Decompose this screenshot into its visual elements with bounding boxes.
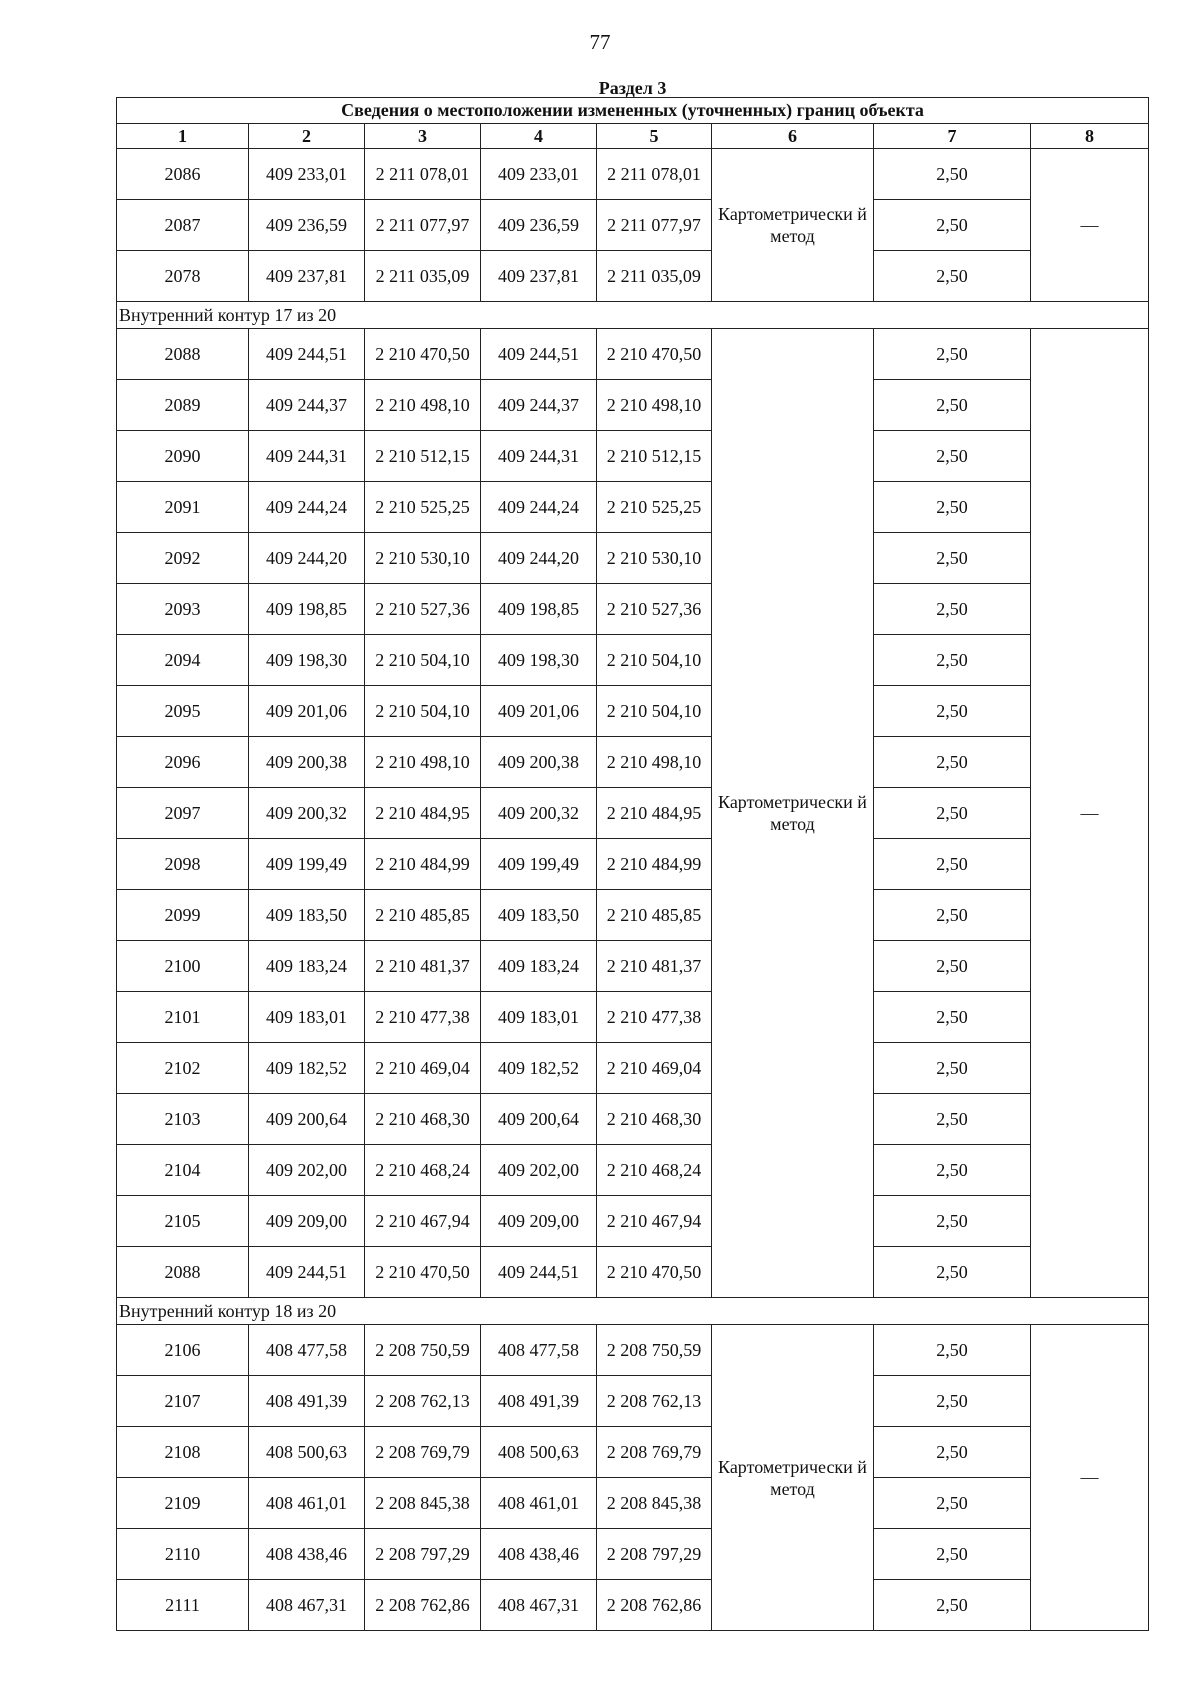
x-coord-cell: 409 200,32 xyxy=(249,788,365,839)
point-number-cell: 2089 xyxy=(117,380,249,431)
x-coord-cell: 409 236,59 xyxy=(249,200,365,251)
precision-cell: 2,50 xyxy=(874,788,1031,839)
precision-cell: 2,50 xyxy=(874,1247,1031,1298)
x-coord-new-cell: 409 209,00 xyxy=(481,1196,597,1247)
y-coord-cell: 2 211 077,97 xyxy=(365,200,481,251)
table-row xyxy=(117,1427,1149,1478)
point-number-cell: 2094 xyxy=(117,635,249,686)
table-row xyxy=(117,1376,1149,1427)
table-row xyxy=(117,482,1149,533)
x-coord-new-cell: 409 201,06 xyxy=(481,686,597,737)
precision-cell: 2,50 xyxy=(874,1145,1031,1196)
x-coord-cell: 408 438,46 xyxy=(249,1529,365,1580)
precision-cell: 2,50 xyxy=(874,1427,1031,1478)
x-coord-cell: 409 199,49 xyxy=(249,839,365,890)
y-coord-cell: 2 210 498,10 xyxy=(365,380,481,431)
precision-cell: 2,50 xyxy=(874,1580,1031,1631)
table-row xyxy=(117,992,1149,1043)
x-coord-new-cell: 409 198,30 xyxy=(481,635,597,686)
x-coord-new-cell: 408 438,46 xyxy=(481,1529,597,1580)
x-coord-new-cell: 409 182,52 xyxy=(481,1043,597,1094)
method-cell: Картометрически й метод xyxy=(712,149,874,302)
x-coord-cell: 409 198,85 xyxy=(249,584,365,635)
point-number-cell: 2093 xyxy=(117,584,249,635)
point-number-cell: 2091 xyxy=(117,482,249,533)
table-row xyxy=(117,1196,1149,1247)
y-coord-cell: 2 208 750,59 xyxy=(365,1325,481,1376)
y-coord-new-cell: 2 211 078,01 xyxy=(597,149,712,200)
y-coord-new-cell: 2 210 530,10 xyxy=(597,533,712,584)
x-coord-cell: 409 183,50 xyxy=(249,890,365,941)
point-number-cell: 2096 xyxy=(117,737,249,788)
y-coord-cell: 2 208 762,13 xyxy=(365,1376,481,1427)
contour-label: Внутренний контур 17 из 20 xyxy=(117,302,1149,329)
column-header: 6 xyxy=(712,124,874,149)
column-8-cell: — xyxy=(1031,329,1149,1298)
y-coord-new-cell: 2 208 797,29 xyxy=(597,1529,712,1580)
y-coord-cell: 2 210 470,50 xyxy=(365,1247,481,1298)
x-coord-new-cell: 409 198,85 xyxy=(481,584,597,635)
column-header: 2 xyxy=(249,124,365,149)
point-number-cell: 2106 xyxy=(117,1325,249,1376)
y-coord-new-cell: 2 210 504,10 xyxy=(597,635,712,686)
x-coord-new-cell: 408 500,63 xyxy=(481,1427,597,1478)
y-coord-new-cell: 2 210 512,15 xyxy=(597,431,712,482)
x-coord-cell: 408 461,01 xyxy=(249,1478,365,1529)
table-row xyxy=(117,431,1149,482)
x-coord-cell: 409 233,01 xyxy=(249,149,365,200)
table-row xyxy=(117,251,1149,302)
x-coord-cell: 408 477,58 xyxy=(249,1325,365,1376)
precision-cell: 2,50 xyxy=(874,890,1031,941)
x-coord-cell: 409 183,01 xyxy=(249,992,365,1043)
x-coord-new-cell: 409 183,24 xyxy=(481,941,597,992)
precision-cell: 2,50 xyxy=(874,251,1031,302)
y-coord-new-cell: 2 211 077,97 xyxy=(597,200,712,251)
point-number-cell: 2098 xyxy=(117,839,249,890)
x-coord-cell: 409 209,00 xyxy=(249,1196,365,1247)
y-coord-cell: 2 210 467,94 xyxy=(365,1196,481,1247)
contour-label-row xyxy=(117,302,1149,329)
point-number-cell: 2095 xyxy=(117,686,249,737)
x-coord-cell: 409 244,37 xyxy=(249,380,365,431)
column-header: 5 xyxy=(597,124,712,149)
point-number-cell: 2101 xyxy=(117,992,249,1043)
table-row xyxy=(117,737,1149,788)
point-number-cell: 2102 xyxy=(117,1043,249,1094)
column-header: 7 xyxy=(874,124,1031,149)
table-row xyxy=(117,1478,1149,1529)
x-coord-cell: 409 198,30 xyxy=(249,635,365,686)
y-coord-new-cell: 2 211 035,09 xyxy=(597,251,712,302)
table-row xyxy=(117,635,1149,686)
y-coord-cell: 2 210 525,25 xyxy=(365,482,481,533)
precision-cell: 2,50 xyxy=(874,1043,1031,1094)
precision-cell: 2,50 xyxy=(874,380,1031,431)
precision-cell: 2,50 xyxy=(874,941,1031,992)
column-8-cell: — xyxy=(1031,1325,1149,1631)
point-number-cell: 2111 xyxy=(117,1580,249,1631)
table-row xyxy=(117,1529,1149,1580)
point-number-cell: 2088 xyxy=(117,329,249,380)
x-coord-cell: 408 491,39 xyxy=(249,1376,365,1427)
x-coord-new-cell: 409 202,00 xyxy=(481,1145,597,1196)
y-coord-cell: 2 210 504,10 xyxy=(365,635,481,686)
x-coord-new-cell: 409 199,49 xyxy=(481,839,597,890)
x-coord-new-cell: 409 244,31 xyxy=(481,431,597,482)
table-row xyxy=(117,200,1149,251)
x-coord-new-cell: 409 244,24 xyxy=(481,482,597,533)
precision-cell: 2,50 xyxy=(874,200,1031,251)
x-coord-cell: 409 182,52 xyxy=(249,1043,365,1094)
x-coord-new-cell: 409 183,50 xyxy=(481,890,597,941)
y-coord-new-cell: 2 210 498,10 xyxy=(597,380,712,431)
y-coord-cell: 2 210 484,95 xyxy=(365,788,481,839)
x-coord-new-cell: 408 491,39 xyxy=(481,1376,597,1427)
y-coord-cell: 2 210 512,15 xyxy=(365,431,481,482)
method-cell: Картометрически й метод xyxy=(712,329,874,1298)
y-coord-cell: 2 210 477,38 xyxy=(365,992,481,1043)
x-coord-cell: 409 244,51 xyxy=(249,1247,365,1298)
point-number-cell: 2088 xyxy=(117,1247,249,1298)
section-title: Раздел 3 xyxy=(598,80,667,98)
table-row xyxy=(117,1043,1149,1094)
precision-cell: 2,50 xyxy=(874,584,1031,635)
y-coord-new-cell: 2 210 484,99 xyxy=(597,839,712,890)
precision-cell: 2,50 xyxy=(874,1376,1031,1427)
point-number-cell: 2086 xyxy=(117,149,249,200)
x-coord-cell: 409 202,00 xyxy=(249,1145,365,1196)
x-coord-new-cell: 409 237,81 xyxy=(481,251,597,302)
y-coord-cell: 2 208 797,29 xyxy=(365,1529,481,1580)
y-coord-cell: 2 210 469,04 xyxy=(365,1043,481,1094)
x-coord-new-cell: 409 183,01 xyxy=(481,992,597,1043)
x-coord-new-cell: 409 244,51 xyxy=(481,1247,597,1298)
point-number-cell: 2097 xyxy=(117,788,249,839)
table-title: Сведения о местоположении измененных (уточненных) границ объекта xyxy=(117,98,1149,124)
y-coord-new-cell: 2 210 481,37 xyxy=(597,941,712,992)
y-coord-cell: 2 210 470,50 xyxy=(365,329,481,380)
y-coord-new-cell: 2 210 470,50 xyxy=(597,329,712,380)
precision-cell: 2,50 xyxy=(874,149,1031,200)
y-coord-new-cell: 2 208 762,86 xyxy=(597,1580,712,1631)
y-coord-cell: 2 210 527,36 xyxy=(365,584,481,635)
point-number-cell: 2105 xyxy=(117,1196,249,1247)
y-coord-cell: 2 210 504,10 xyxy=(365,686,481,737)
y-coord-new-cell: 2 208 750,59 xyxy=(597,1325,712,1376)
y-coord-cell: 2 210 485,85 xyxy=(365,890,481,941)
x-coord-new-cell: 409 244,51 xyxy=(481,329,597,380)
x-coord-new-cell: 408 461,01 xyxy=(481,1478,597,1529)
precision-cell: 2,50 xyxy=(874,1094,1031,1145)
point-number-cell: 2104 xyxy=(117,1145,249,1196)
contour-label: Внутренний контур 18 из 20 xyxy=(117,1298,1149,1325)
table-row xyxy=(117,941,1149,992)
x-coord-cell: 409 244,24 xyxy=(249,482,365,533)
point-number-cell: 2110 xyxy=(117,1529,249,1580)
y-coord-cell: 2 211 078,01 xyxy=(365,149,481,200)
precision-cell: 2,50 xyxy=(874,839,1031,890)
x-coord-new-cell: 409 236,59 xyxy=(481,200,597,251)
column-header: 8 xyxy=(1031,124,1149,149)
table-row xyxy=(117,533,1149,584)
x-coord-cell: 409 200,64 xyxy=(249,1094,365,1145)
x-coord-new-cell: 409 244,37 xyxy=(481,380,597,431)
x-coord-cell: 409 244,31 xyxy=(249,431,365,482)
y-coord-new-cell: 2 210 468,24 xyxy=(597,1145,712,1196)
y-coord-new-cell: 2 210 527,36 xyxy=(597,584,712,635)
y-coord-cell: 2 211 035,09 xyxy=(365,251,481,302)
method-cell: Картометрически й метод xyxy=(712,1325,874,1631)
point-number-cell: 2107 xyxy=(117,1376,249,1427)
x-coord-cell: 409 244,51 xyxy=(249,329,365,380)
y-coord-new-cell: 2 208 845,38 xyxy=(597,1478,712,1529)
x-coord-new-cell: 409 200,38 xyxy=(481,737,597,788)
precision-cell: 2,50 xyxy=(874,737,1031,788)
y-coord-cell: 2 210 468,30 xyxy=(365,1094,481,1145)
column-8-cell: — xyxy=(1031,149,1149,302)
y-coord-cell: 2 210 498,10 xyxy=(365,737,481,788)
column-header: 1 xyxy=(117,124,249,149)
point-number-cell: 2103 xyxy=(117,1094,249,1145)
table-row xyxy=(117,329,1149,380)
y-coord-cell: 2 210 530,10 xyxy=(365,533,481,584)
table-row xyxy=(117,584,1149,635)
precision-cell: 2,50 xyxy=(874,431,1031,482)
x-coord-cell: 409 201,06 xyxy=(249,686,365,737)
column-header: 3 xyxy=(365,124,481,149)
table-row xyxy=(117,686,1149,737)
column-header-row xyxy=(117,124,1149,149)
table-row xyxy=(117,1094,1149,1145)
x-coord-cell: 409 183,24 xyxy=(249,941,365,992)
y-coord-new-cell: 2 210 485,85 xyxy=(597,890,712,941)
precision-cell: 2,50 xyxy=(874,1478,1031,1529)
boundary-table xyxy=(116,80,1149,1631)
y-coord-cell: 2 208 769,79 xyxy=(365,1427,481,1478)
y-coord-new-cell: 2 210 477,38 xyxy=(597,992,712,1043)
precision-cell: 2,50 xyxy=(874,992,1031,1043)
y-coord-new-cell: 2 210 498,10 xyxy=(597,737,712,788)
table-row xyxy=(117,1580,1149,1631)
y-coord-new-cell: 2 208 762,13 xyxy=(597,1376,712,1427)
x-coord-new-cell: 409 200,64 xyxy=(481,1094,597,1145)
y-coord-cell: 2 208 762,86 xyxy=(365,1580,481,1631)
y-coord-cell: 2 210 468,24 xyxy=(365,1145,481,1196)
x-coord-new-cell: 409 244,20 xyxy=(481,533,597,584)
point-number-cell: 2099 xyxy=(117,890,249,941)
precision-cell: 2,50 xyxy=(874,1529,1031,1580)
x-coord-new-cell: 408 467,31 xyxy=(481,1580,597,1631)
table-row xyxy=(117,839,1149,890)
point-number-cell: 2087 xyxy=(117,200,249,251)
x-coord-cell: 409 200,38 xyxy=(249,737,365,788)
precision-cell: 2,50 xyxy=(874,635,1031,686)
y-coord-new-cell: 2 210 525,25 xyxy=(597,482,712,533)
precision-cell: 2,50 xyxy=(874,482,1031,533)
x-coord-new-cell: 408 477,58 xyxy=(481,1325,597,1376)
x-coord-new-cell: 409 200,32 xyxy=(481,788,597,839)
precision-cell: 2,50 xyxy=(874,533,1031,584)
x-coord-cell: 408 500,63 xyxy=(249,1427,365,1478)
x-coord-new-cell: 409 233,01 xyxy=(481,149,597,200)
point-number-cell: 2109 xyxy=(117,1478,249,1529)
page-number: 77 xyxy=(589,30,611,54)
x-coord-cell: 409 237,81 xyxy=(249,251,365,302)
table-row xyxy=(117,788,1149,839)
table-row xyxy=(117,1325,1149,1376)
precision-cell: 2,50 xyxy=(874,1196,1031,1247)
table-row xyxy=(117,890,1149,941)
table-row xyxy=(117,1247,1149,1298)
column-header: 4 xyxy=(481,124,597,149)
y-coord-new-cell: 2 210 468,30 xyxy=(597,1094,712,1145)
point-number-cell: 2108 xyxy=(117,1427,249,1478)
table-row xyxy=(117,380,1149,431)
precision-cell: 2,50 xyxy=(874,686,1031,737)
point-number-cell: 2092 xyxy=(117,533,249,584)
x-coord-cell: 408 467,31 xyxy=(249,1580,365,1631)
y-coord-new-cell: 2 210 469,04 xyxy=(597,1043,712,1094)
y-coord-new-cell: 2 210 484,95 xyxy=(597,788,712,839)
y-coord-new-cell: 2 210 504,10 xyxy=(597,686,712,737)
point-number-cell: 2090 xyxy=(117,431,249,482)
x-coord-cell: 409 244,20 xyxy=(249,533,365,584)
contour-label-row xyxy=(117,1298,1149,1325)
point-number-cell: 2078 xyxy=(117,251,249,302)
point-number-cell: 2100 xyxy=(117,941,249,992)
y-coord-cell: 2 208 845,38 xyxy=(365,1478,481,1529)
y-coord-new-cell: 2 208 769,79 xyxy=(597,1427,712,1478)
y-coord-new-cell: 2 210 470,50 xyxy=(597,1247,712,1298)
y-coord-new-cell: 2 210 467,94 xyxy=(597,1196,712,1247)
precision-cell: 2,50 xyxy=(874,329,1031,380)
y-coord-cell: 2 210 481,37 xyxy=(365,941,481,992)
table-row xyxy=(117,1145,1149,1196)
table-row xyxy=(117,149,1149,200)
precision-cell: 2,50 xyxy=(874,1325,1031,1376)
y-coord-cell: 2 210 484,99 xyxy=(365,839,481,890)
